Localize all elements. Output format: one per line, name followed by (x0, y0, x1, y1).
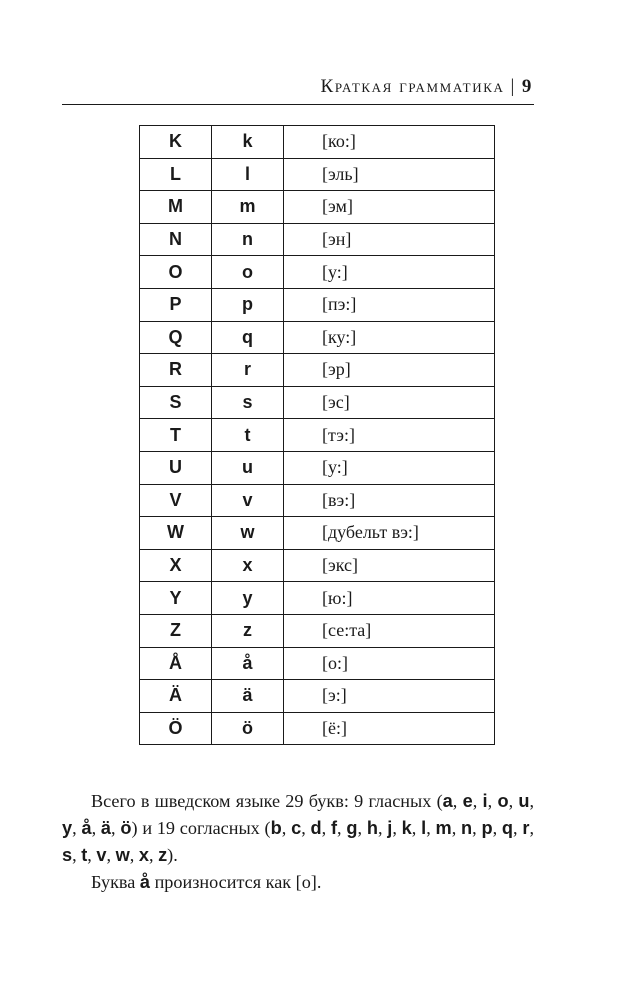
list-separator: , (529, 818, 534, 838)
consonant-letter: r (522, 818, 530, 838)
uppercase-letter: Ö (140, 712, 212, 745)
pronunciation: [эр] (284, 354, 495, 387)
lowercase-letter: y (212, 582, 284, 615)
consonant-letter: k (401, 818, 412, 838)
lowercase-letter: u (212, 451, 284, 484)
consonant-letter: c (291, 818, 302, 838)
list-separator: , (148, 845, 159, 865)
list-separator: , (411, 818, 422, 838)
uppercase-letter: R (140, 354, 212, 387)
lowercase-letter: s (212, 386, 284, 419)
pronunciation: [у:] (284, 256, 495, 289)
running-head (321, 74, 533, 100)
uppercase-letter: S (140, 386, 212, 419)
uppercase-letter: V (140, 484, 212, 517)
table-row (140, 419, 495, 452)
list-separator: , (357, 818, 367, 838)
consonant-letter: s (62, 845, 73, 865)
table-row (140, 549, 495, 582)
consonant-letter: f (330, 818, 338, 838)
pronunciation: [вэ:] (284, 484, 495, 517)
vowel-letter: a (442, 791, 453, 811)
uppercase-letter: T (140, 419, 212, 452)
consonant-letter: v (96, 845, 107, 865)
highlighted-letter: å (139, 872, 151, 892)
consonant-letter: z (158, 845, 168, 865)
uppercase-letter: Å (140, 647, 212, 680)
lowercase-letter: r (212, 354, 284, 387)
pronunciation: [эль] (284, 158, 495, 191)
lowercase-letter: p (212, 288, 284, 321)
lowercase-letter: å (212, 647, 284, 680)
list-separator: , (72, 845, 82, 865)
pronunciation: [о:] (284, 647, 495, 680)
paragraph-letter-count (62, 788, 534, 869)
uppercase-letter: O (140, 256, 212, 289)
vowel-letter: ä (100, 818, 112, 838)
consonant-letter: t (81, 845, 88, 865)
table-row (140, 354, 495, 387)
uppercase-letter: X (140, 549, 212, 582)
table-row (140, 386, 495, 419)
uppercase-letter: K (140, 126, 212, 159)
pronunciation: [се:та] (284, 614, 495, 647)
table-row (140, 484, 495, 517)
lowercase-letter: l (212, 158, 284, 191)
list-separator: , (472, 791, 483, 811)
consonant-letter: d (310, 818, 322, 838)
pronunciation: [ю:] (284, 582, 495, 615)
uppercase-letter: M (140, 191, 212, 224)
list-separator: , (281, 818, 292, 838)
uppercase-letter: P (140, 288, 212, 321)
lowercase-letter: q (212, 321, 284, 354)
lowercase-letter: o (212, 256, 284, 289)
consonant-letter: h (366, 818, 378, 838)
paragraph-pronunciation (62, 869, 534, 896)
list-separator: , (301, 818, 311, 838)
pronunciation: [экс] (284, 549, 495, 582)
pronunciation: [у:] (284, 451, 495, 484)
paragraph-text: Всего в шведском языке 29 букв: 9 гласных ( (91, 791, 443, 811)
list-separator: , (87, 845, 97, 865)
uppercase-letter: Ä (140, 680, 212, 713)
uppercase-letter: Q (140, 321, 212, 354)
lowercase-letter: v (212, 484, 284, 517)
table-row (140, 126, 495, 159)
consonant-letter: m (435, 818, 452, 838)
consonant-letter: n (461, 818, 473, 838)
pronunciation: [ко:] (284, 126, 495, 159)
table-row (140, 680, 495, 713)
vowel-letter: å (81, 818, 92, 838)
paragraph-text: Буква (91, 872, 140, 892)
list-separator: , (508, 791, 519, 811)
table-row (140, 223, 495, 256)
lowercase-letter: n (212, 223, 284, 256)
table-row (140, 191, 495, 224)
table-row (140, 517, 495, 550)
vowel-letter: y (62, 818, 73, 838)
list-separator: , (129, 845, 139, 865)
consonant-letter: x (138, 845, 149, 865)
pronunciation: [э:] (284, 680, 495, 713)
list-separator: , (377, 818, 388, 838)
table-row (140, 451, 495, 484)
uppercase-letter: L (140, 158, 212, 191)
consonant-letter: q (501, 818, 514, 838)
body-text (62, 788, 534, 896)
table-row (140, 712, 495, 745)
pronunciation: [эс] (284, 386, 495, 419)
lowercase-letter: m (212, 191, 284, 224)
consonant-letter: g (346, 818, 358, 838)
list-separator: , (529, 791, 535, 811)
header-rule (62, 104, 534, 105)
table-row (140, 582, 495, 615)
list-separator: , (451, 818, 462, 838)
lowercase-letter: ä (212, 680, 284, 713)
table-row (140, 158, 495, 191)
pronunciation: [эн] (284, 223, 495, 256)
lowercase-letter: ö (212, 712, 284, 745)
table-row (140, 256, 495, 289)
pronunciation: [ку:] (284, 321, 495, 354)
list-separator: , (106, 845, 116, 865)
lowercase-letter: x (212, 549, 284, 582)
vowel-letter: u (518, 791, 530, 811)
uppercase-letter: Y (140, 582, 212, 615)
consonant-letter: w (115, 845, 130, 865)
table-row (140, 321, 495, 354)
chapter-title: Краткая грамматика (320, 76, 505, 97)
list-separator: , (111, 818, 121, 838)
consonant-letter: j (387, 818, 393, 838)
list-separator: , (492, 818, 502, 838)
page-number: 9 (521, 76, 533, 97)
list-separator: , (72, 818, 82, 838)
pronunciation: [эм] (284, 191, 495, 224)
uppercase-letter: W (140, 517, 212, 550)
alphabet-table (139, 125, 495, 745)
consonant-letter: l (421, 818, 427, 838)
list-separator: , (337, 818, 347, 838)
list-separator: , (472, 818, 482, 838)
vowel-letter: e (462, 791, 473, 811)
consonant-letter: b (270, 818, 282, 838)
lowercase-letter: k (212, 126, 284, 159)
vowel-letter: ö (120, 818, 132, 838)
alphabet-table-body (140, 126, 495, 745)
uppercase-letter: Z (140, 614, 212, 647)
pronunciation: [пэ:] (284, 288, 495, 321)
paragraph-text: ). (167, 845, 178, 865)
list-separator: , (392, 818, 402, 838)
pronunciation: [тэ:] (284, 419, 495, 452)
paragraph-text: произносится как [о]. (150, 872, 322, 892)
list-separator: , (513, 818, 523, 838)
list-separator: , (487, 791, 498, 811)
list-separator: , (91, 818, 101, 838)
uppercase-letter: U (140, 451, 212, 484)
list-separator: , (321, 818, 331, 838)
list-separator: , (426, 818, 436, 838)
list-separator: , (452, 791, 463, 811)
table-row (140, 647, 495, 680)
lowercase-letter: z (212, 614, 284, 647)
pronunciation: [дубельт вэ:] (284, 517, 495, 550)
vowel-letter: i (482, 791, 488, 811)
header-separator: | (510, 76, 516, 97)
lowercase-letter: t (212, 419, 284, 452)
pronunciation: [ё:] (284, 712, 495, 745)
lowercase-letter: w (212, 517, 284, 550)
table-row (140, 288, 495, 321)
paragraph-text: ) и 19 согласных ( (131, 818, 271, 838)
uppercase-letter: N (140, 223, 212, 256)
table-row (140, 614, 495, 647)
consonant-letter: p (481, 818, 493, 838)
vowel-letter: o (497, 791, 509, 811)
